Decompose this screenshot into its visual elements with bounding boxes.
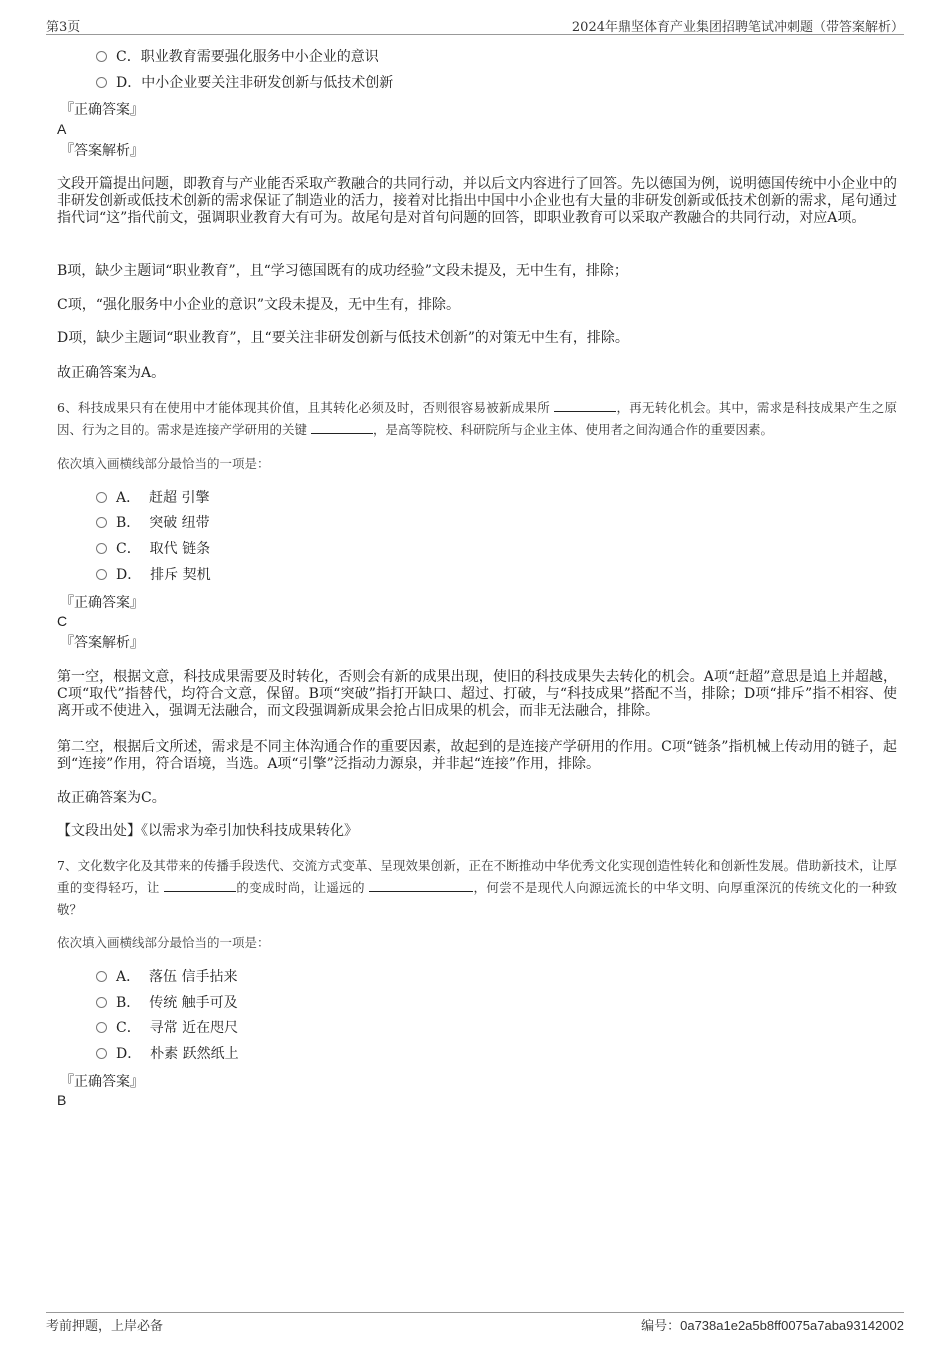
radio-icon[interactable] [96, 51, 107, 62]
answer-label: 『正确答案』 [60, 102, 144, 118]
page-footer [46, 1312, 904, 1334]
q7-option-a[interactable]: A． 落伍 信手拈来 [96, 967, 237, 987]
radio-icon[interactable] [96, 543, 107, 554]
analysis-paragraph: 文段开篇提出问题，即教育与产业能否采取产教融合的共同行动，并以后文内容进行了回答。先以德国为例，说明德国传统中小企业中的非研发创新或低技术创新的需求保证了制造业的活力，接着对比指出中国中小企业也有大量的非研发创新或低技术创新的需求，尾句通过指代词“这”指代前文，强调职业教育大有可为。故尾句是对首句问题的回答，即职业教育可以采取产教融合的共同行动，对应A项。 [57, 176, 897, 226]
analysis-conclusion: 故正确答案为C。 [57, 790, 166, 806]
answer-value: A [57, 121, 67, 137]
analysis-paragraph: C项，“强化服务中小企业的意识”文段未提及，无中生有，排除。 [57, 297, 461, 313]
question-prompt: 依次填入画横线部分最恰当的一项是： [57, 935, 270, 950]
q7-option-d[interactable]: D． 朴素 跃然纸上 [96, 1044, 239, 1064]
page-header [46, 16, 904, 35]
q7-option-c[interactable]: C． 寻常 近在咫尺 [96, 1018, 238, 1038]
document-title: 2024年鼎坚体育产业集团招聘笔试冲刺题（带答案解析） [571, 20, 904, 35]
radio-icon[interactable] [96, 77, 107, 88]
radio-icon[interactable] [96, 492, 107, 503]
question-7-stem: 7、文化数字化及其带来的传播手段迭代、交流方式变革、呈现效果创新，正在不断推动中华优秀文化实现创造性转化和创新性发展。借助新技术，让厚重的变得轻巧，让 的变成时尚，让遥远的 ，何尝不是现代人向源远流长的中华文明、向厚重深沉的传统文化的一种致敬？ [57, 858, 897, 917]
blank-1 [554, 397, 616, 412]
source-citation: 【文段出处】《以需求为牵引加快科技成果转化》 [57, 823, 358, 839]
footer-slogan: 考前押题，上岸必备 [46, 1319, 164, 1334]
q6-option-d[interactable]: D． 排斥 契机 [96, 565, 211, 585]
q7-option-b[interactable]: B． 传统 触手可及 [96, 993, 238, 1013]
analysis-label: 『答案解析』 [60, 143, 144, 159]
analysis-paragraph: 第二空，根据后文所述，需求是不同主体沟通合作的重要因素，故起到的是连接产学研用的作用。C项“链条”指机械上传动用的链子，起到“连接”作用，符合语境，当选。A项“引擎”泛指动力源泉，并非起“连接”作用，排除。 [57, 739, 897, 772]
analysis-label: 『答案解析』 [60, 635, 144, 651]
document-code: 编号：0a738a1e2a5b8ff0075a7aba93142002 [641, 1318, 904, 1334]
blank-2 [369, 877, 473, 892]
radio-icon[interactable] [96, 517, 107, 528]
analysis-paragraph: B项，缺少主题词“职业教育”，且“学习德国既有的成功经验”文段未提及，无中生有，排除； [57, 263, 628, 279]
analysis-paragraph: 第一空，根据文意，科技成果需要及时转化，否则会有新的成果出现，使旧的科技成果失去转化的机会。A项“赶超”意思是追上并超越，C项“取代”指替代，均符合文意，保留。B项“突破”指打开缺口、超过、打破，与“科技成果”搭配不当，排除；D项“排斥”指不相容、使离开或不使进入，强调无法融合，而文段强调新成果会抢占旧成果的机会，而非无法融合，排除。 [57, 669, 897, 719]
q6-option-c[interactable]: C． 取代 链条 [96, 539, 210, 559]
answer-value: C [57, 613, 68, 629]
prev-option-c[interactable]: C．职业教育需要强化服务中小企业的意识 [96, 47, 379, 67]
radio-icon[interactable] [96, 1022, 107, 1033]
radio-icon[interactable] [96, 569, 107, 580]
analysis-paragraph: D项，缺少主题词“职业教育”，且“要关注非研发创新与低技术创新”的对策无中生有，排除。 [57, 330, 629, 346]
radio-icon[interactable] [96, 997, 107, 1008]
prev-option-d[interactable]: D．中小企业要关注非研发创新与低技术创新 [96, 73, 393, 93]
blank-1 [164, 877, 236, 892]
answer-value: B [57, 1092, 67, 1108]
analysis-conclusion: 故正确答案为A。 [57, 365, 166, 381]
answer-label: 『正确答案』 [60, 1074, 144, 1090]
q6-option-a[interactable]: A． 赶超 引擎 [96, 488, 209, 508]
blank-2 [311, 419, 373, 434]
question-prompt: 依次填入画横线部分最恰当的一项是： [57, 456, 270, 471]
question-6-stem: 6、科技成果只有在使用中才能体现其价值，且其转化必须及时，否则很容易被新成果所 ，再无转化机会。其中，需求是科技成果产生之原因、行为之目的。需求是连接产学研用的关键 ，是高等院校、科研院所与企业主体、使用者之间沟通合作的重要因素。 [57, 397, 897, 441]
answer-label: 『正确答案』 [60, 595, 144, 611]
page-number: 第3页 [46, 20, 81, 35]
radio-icon[interactable] [96, 1048, 107, 1059]
radio-icon[interactable] [96, 971, 107, 982]
q6-option-b[interactable]: B． 突破 纽带 [96, 513, 210, 533]
